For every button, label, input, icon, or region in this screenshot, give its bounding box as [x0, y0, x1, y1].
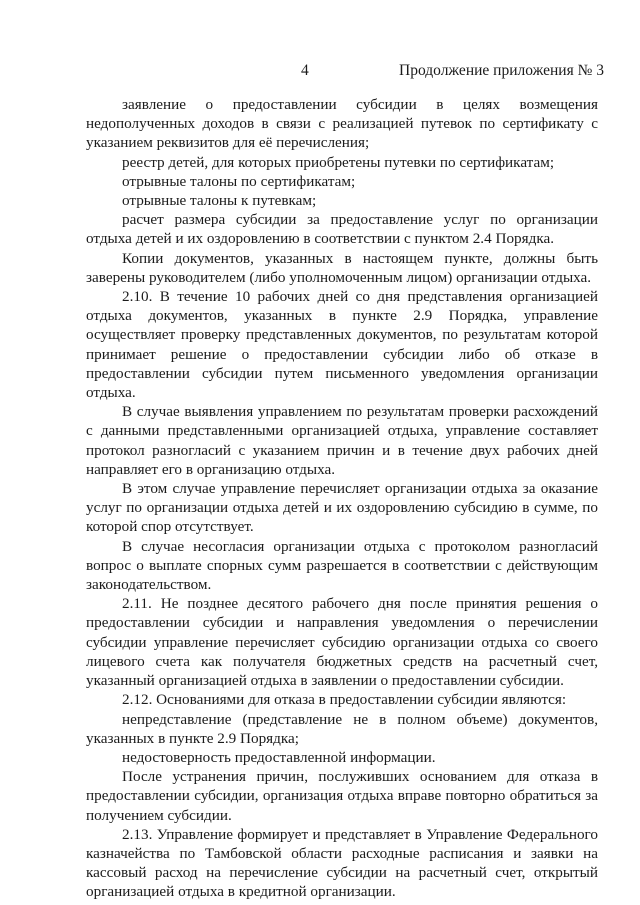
page-header	[0, 62, 640, 82]
paragraph-registry: реестр детей, для которых приобретены путевки по сертификатам;	[122, 153, 555, 171]
page-number: 4	[301, 62, 309, 79]
paragraph-2-10: 2.10. В течение 10 рабочих дней со дня представления организацией отдыха документов, указанных в пункте 2.9 Порядка, управление осуществляет проверку представленных документов, по результатам которой принимает решение о предоставлении субсидии либо об отказе в предоставлении субсидии путем письменного уведомления организации отдыха.	[86, 288, 598, 402]
appendix-continuation-label: Продолжение приложения № 3	[399, 62, 604, 79]
paragraph-disagreement: В случае несогласия организации отдыха с протоколом разногласий вопрос о выплате спорных сумм разрешается в соответствии с действующим законодательством.	[86, 537, 598, 594]
paragraph-certificate-coupons: отрывные талоны по сертификатам;	[122, 172, 356, 190]
paragraph-undisputed-sum: В этом случае управление перечисляет организации отдыха за оказание услуг по организации отдыха детей и их оздоровлению субсидию в сумме, по которой спор отсутствует.	[86, 480, 598, 536]
paragraph-document-copies: Копии документов, указанных в настоящем пункте, должны быть заверены руководителем (либо уполномоченным лицом) организации отдыха.	[86, 249, 598, 286]
document-body	[86, 95, 598, 902]
paragraph-application: заявление о предоставлении субсидии в целях возмещения недополученных доходов в связи с реализацией путевок по сертификату с указанием реквизитов для её перечисления;	[86, 96, 598, 152]
paragraph-discrepancies: В случае выявления управлением по результатам проверки расхождений с данными представленными организацией отдыха, управление составляет протокол разногласий с указанием причин и в течение двух рабочих дней направляет его в организацию отдыха.	[86, 403, 598, 478]
paragraph-inaccuracy: недостоверность предоставленной информации.	[122, 748, 436, 766]
paragraph-subsidy-calculation: расчет размера субсидии за предоставление услуг по организации отдыха детей и их оздоровлению в соответствии с пунктом 2.4 Порядка.	[86, 211, 598, 248]
paragraph-reapplication: После устранения причин, послуживших основанием для отказа в предоставлении субсидии, организация отдыха вправе повторно обратиться за получением субсидии.	[86, 768, 598, 824]
paragraph-non-submission: непредставление (представление не в полном объеме) документов, указанных в пункте 2.9 Порядка;	[86, 710, 598, 747]
paragraph-2-13: 2.13. Управление формирует и представляет в Управление Федерального казначейства по Тамбовской области расходные расписания и заявки на кассовый расход на перечисление субсидии на расчетный счет, открытый организацией отдыха в кредитной организации.	[86, 825, 598, 901]
paragraph-2-12: 2.12. Основаниями для отказа в предоставлении субсидии являются:	[122, 691, 567, 709]
paragraph-2-11: 2.11. Не позднее десятого рабочего дня после принятия решения о предоставлении субсидии и направления уведомления о перечислении субсидии управление перечисляет субсидию организации отдыха со своего лицевого счета как получателя бюджетных средств на расчетный счет, указанный организацией отдыха в заявлении о предоставлении субсидии.	[86, 595, 598, 690]
paragraph-voucher-coupons: отрывные талоны к путевкам;	[122, 192, 317, 210]
